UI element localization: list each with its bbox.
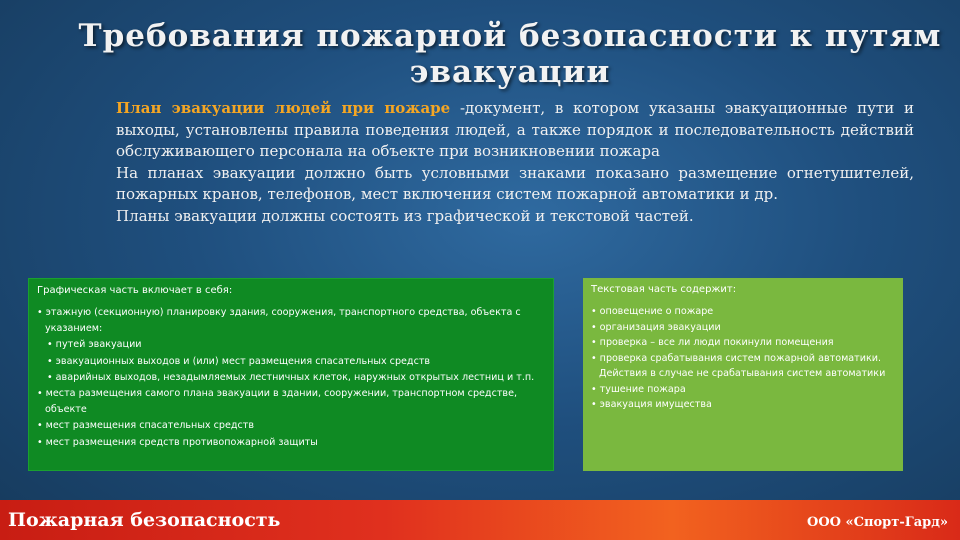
bullet-icon: • bbox=[37, 388, 43, 400]
intro-paragraph-2: На планах эвакуации должно быть условными знаками показано размещение огнетушителей, пожарных кранов, телефонов, мест включения систем пожарной автоматики и др. bbox=[116, 163, 914, 203]
text-item: • организация эвакуации bbox=[591, 321, 721, 333]
graphic-item: • мест размещения спасательных средств bbox=[37, 420, 255, 432]
footer-title: Пожарная безопасность bbox=[8, 509, 281, 531]
intro-text bbox=[116, 98, 914, 227]
graphic-subitem: • путей эвакуации bbox=[47, 339, 142, 351]
bullet-icon: • bbox=[591, 399, 597, 410]
text-part-box bbox=[583, 278, 903, 471]
text-part-title: Текстовая часть содержит: bbox=[591, 284, 737, 295]
graphic-item: • этажную (секционную) планировку здания, сооружения, транспортного средства, объекта с указанием: bbox=[37, 307, 521, 335]
graphic-item: • мест размещения средств противопожарной защиты bbox=[37, 436, 318, 448]
bullet-icon: • bbox=[47, 355, 53, 367]
bullet-icon: • bbox=[47, 371, 53, 383]
graphic-part-list bbox=[37, 305, 545, 451]
graphic-subitem: • эвакуационных выходов и (или) мест размещения спасательных средств bbox=[47, 355, 431, 367]
bullet-icon: • bbox=[591, 306, 597, 317]
graphic-part-title: Графическая часть включает в себя: bbox=[37, 285, 233, 296]
intro-paragraph-3: Планы эвакуации должны состоять из графической и текстовой частей. bbox=[116, 206, 694, 225]
graphic-subitem: • аварийных выходов, незадымляемых лестничных клеток, наружных открытых лестниц и т.п. bbox=[47, 371, 535, 383]
text-item: • проверка – все ли люди покинули помещения bbox=[591, 337, 834, 348]
intro-paragraph-1 bbox=[116, 98, 914, 163]
text-item: • тушение пожара bbox=[591, 383, 686, 395]
bullet-icon: • bbox=[591, 383, 597, 395]
text-item: • эвакуация имущества bbox=[591, 399, 712, 410]
text-part-list bbox=[591, 304, 895, 413]
bullet-icon: • bbox=[37, 436, 43, 448]
footer-company: ООО «Спорт-Гард» bbox=[807, 515, 948, 530]
bullet-icon: • bbox=[591, 352, 597, 364]
footer-bar bbox=[0, 500, 960, 540]
intro-definition: -документ, в котором указаны эвакуационные пути и выходы, установлены правила поведения людей, а также порядок и последовательность действий обслуживающего персонала на объекте при возникновении пожара bbox=[116, 99, 914, 160]
bullet-icon: • bbox=[47, 339, 53, 351]
text-item: • оповещение о пожаре bbox=[591, 306, 714, 317]
graphic-part-box bbox=[28, 278, 554, 471]
graphic-item: • места размещения самого плана эвакуации в здании, сооружении, транспортном средстве, объекте bbox=[37, 388, 518, 416]
slide-title: Требования пожарной безопасности к путям эвакуации bbox=[78, 18, 942, 90]
bullet-icon: • bbox=[37, 307, 43, 318]
bullet-icon: • bbox=[591, 337, 597, 348]
evacuation-plan-highlight: План эвакуации людей при пожаре bbox=[116, 99, 451, 117]
text-item: • проверка срабатывания систем пожарной автоматики. Действия в случае не срабатывания систем автоматики bbox=[591, 352, 886, 379]
bullet-icon: • bbox=[591, 321, 597, 333]
bullet-icon: • bbox=[37, 420, 43, 432]
